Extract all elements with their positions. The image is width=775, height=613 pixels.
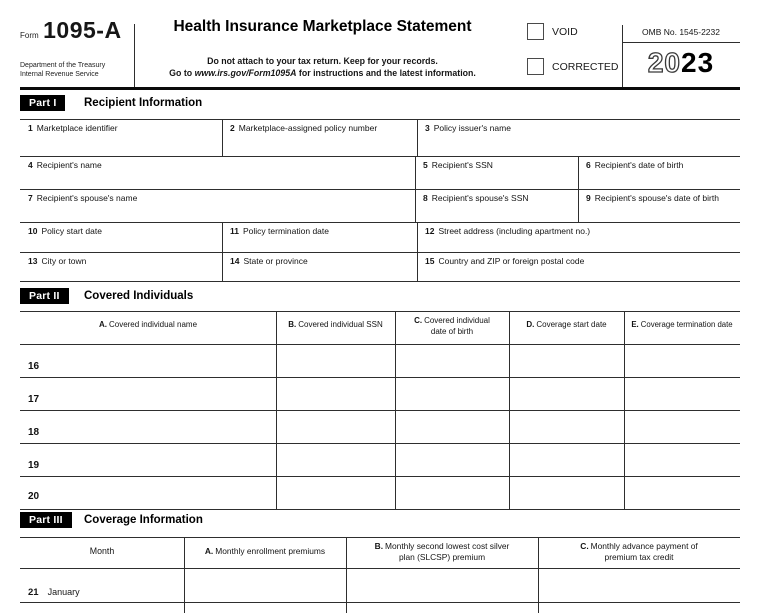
field-spouse-name[interactable]: 7 Recipient's spouse's name xyxy=(28,193,138,203)
p1-line-5 xyxy=(20,252,740,253)
field-policy-issuer-name[interactable]: 3 Policy issuer's name xyxy=(425,123,511,133)
field-policy-number[interactable]: 2 Marketplace-assigned policy number xyxy=(230,123,378,133)
row-21-january[interactable]: 21 January xyxy=(28,587,80,598)
corrected-label: CORRECTED xyxy=(552,61,619,73)
row-19-number[interactable]: 19 xyxy=(28,460,40,471)
p2-line-r19 xyxy=(20,476,740,477)
instruction-line-1: Do not attach to your tax return. Keep for your records. xyxy=(207,56,438,66)
p2-div-cd xyxy=(509,311,510,509)
field-recipient-dob[interactable]: 6 Recipient's date of birth xyxy=(586,160,684,170)
p2-line-r20 xyxy=(20,509,740,510)
part1-title: Recipient Information xyxy=(84,97,203,109)
p2-line-r18 xyxy=(20,443,740,444)
omb-number: OMB No. 1545-2232 xyxy=(642,27,720,37)
void-label: VOID xyxy=(552,26,578,38)
form-word: Form xyxy=(20,31,39,40)
p1-div-r2a xyxy=(415,156,416,222)
field-policy-termination-date[interactable]: 11 Policy termination date xyxy=(230,226,329,236)
part1-badge: Part I xyxy=(20,95,65,111)
omb-underline xyxy=(622,42,740,43)
field-policy-start-date[interactable]: 10 Policy start date xyxy=(28,226,102,236)
tax-year: 2023 xyxy=(647,47,715,78)
irs-url: www.irs.gov/Form1095A xyxy=(194,68,297,78)
p3-line-header xyxy=(20,568,740,569)
p1-div-r4b xyxy=(417,222,418,281)
p2-div-de xyxy=(624,311,625,509)
instruction-line-2: Go to www.irs.gov/Form1095A for instructions and the latest information. xyxy=(169,68,476,78)
p3-line-r21 xyxy=(20,602,740,603)
form-number: 1095-A xyxy=(43,17,122,43)
header-rule xyxy=(20,87,740,90)
part3-badge: Part III xyxy=(20,512,72,528)
p3-col-slcsp-header: B. Monthly second lowest cost silver plan (SLCSP) premium xyxy=(374,541,510,562)
void-checkbox[interactable] xyxy=(527,23,544,40)
treasury-dept-text: Department of the Treasury Internal Revenue Service xyxy=(20,62,106,78)
row-20-number[interactable]: 20 xyxy=(28,491,40,502)
p2-line-header xyxy=(20,344,740,345)
form-number-block xyxy=(20,17,122,44)
p1-div-r1b xyxy=(417,119,418,156)
p2-div-bc xyxy=(395,311,396,509)
field-marketplace-identifier[interactable]: 1 Marketplace identifier xyxy=(28,123,118,133)
field-city[interactable]: 13 City or town xyxy=(28,256,87,266)
p1-line-2 xyxy=(20,156,740,157)
p3-col-aptc-header: C. Monthly advance payment of premium tax credit xyxy=(580,541,698,562)
p2-line-r16 xyxy=(20,377,740,378)
p2-col-ssn-header: B. Covered individual SSN xyxy=(288,320,383,329)
field-country-zip[interactable]: 15 Country and ZIP or foreign postal code xyxy=(425,256,585,266)
p1-line-top xyxy=(20,119,740,120)
p1-div-r2b xyxy=(578,156,579,222)
p1-div-r1a xyxy=(222,119,223,156)
p1-line-3 xyxy=(20,189,740,190)
row-17-number[interactable]: 17 xyxy=(28,394,40,405)
field-state[interactable]: 14 State or province xyxy=(230,256,308,266)
p2-col-name-header: A. Covered individual name xyxy=(98,320,198,329)
p2-line-r17 xyxy=(20,410,740,411)
p2-div-ab xyxy=(276,311,277,509)
field-recipient-ssn[interactable]: 5 Recipient's SSN xyxy=(423,160,493,170)
p3-month-header: Month xyxy=(89,546,115,556)
p2-col-start-header: D. Coverage start date xyxy=(526,320,607,329)
p2-col-termination-header: E. Coverage termination date xyxy=(631,320,733,329)
part2-badge: Part II xyxy=(20,288,69,304)
field-spouse-dob[interactable]: 9 Recipient's spouse's date of birth xyxy=(586,193,719,203)
part3-title: Coverage Information xyxy=(84,514,203,526)
p2-line-top xyxy=(20,311,740,312)
p1-line-4 xyxy=(20,222,740,223)
row-16-number[interactable]: 16 xyxy=(28,361,40,372)
p1-div-r4a xyxy=(222,222,223,281)
field-recipient-name[interactable]: 4 Recipient's name xyxy=(28,160,102,170)
part2-title: Covered Individuals xyxy=(84,290,194,302)
field-spouse-ssn[interactable]: 8 Recipient's spouse's SSN xyxy=(423,193,529,203)
p3-col-premiums-header: A. Monthly enrollment premiums xyxy=(204,546,326,556)
page-title: Health Insurance Marketplace Statement xyxy=(173,18,472,35)
corrected-checkbox[interactable] xyxy=(527,58,544,75)
field-street-address[interactable]: 12 Street address (including apartment no.) xyxy=(425,226,591,236)
p3-line-top xyxy=(20,537,740,538)
p2-col-dob-header: C. Covered individual date of birth xyxy=(414,316,490,336)
row-18-number[interactable]: 18 xyxy=(28,427,40,438)
p1-line-bottom xyxy=(20,281,740,282)
